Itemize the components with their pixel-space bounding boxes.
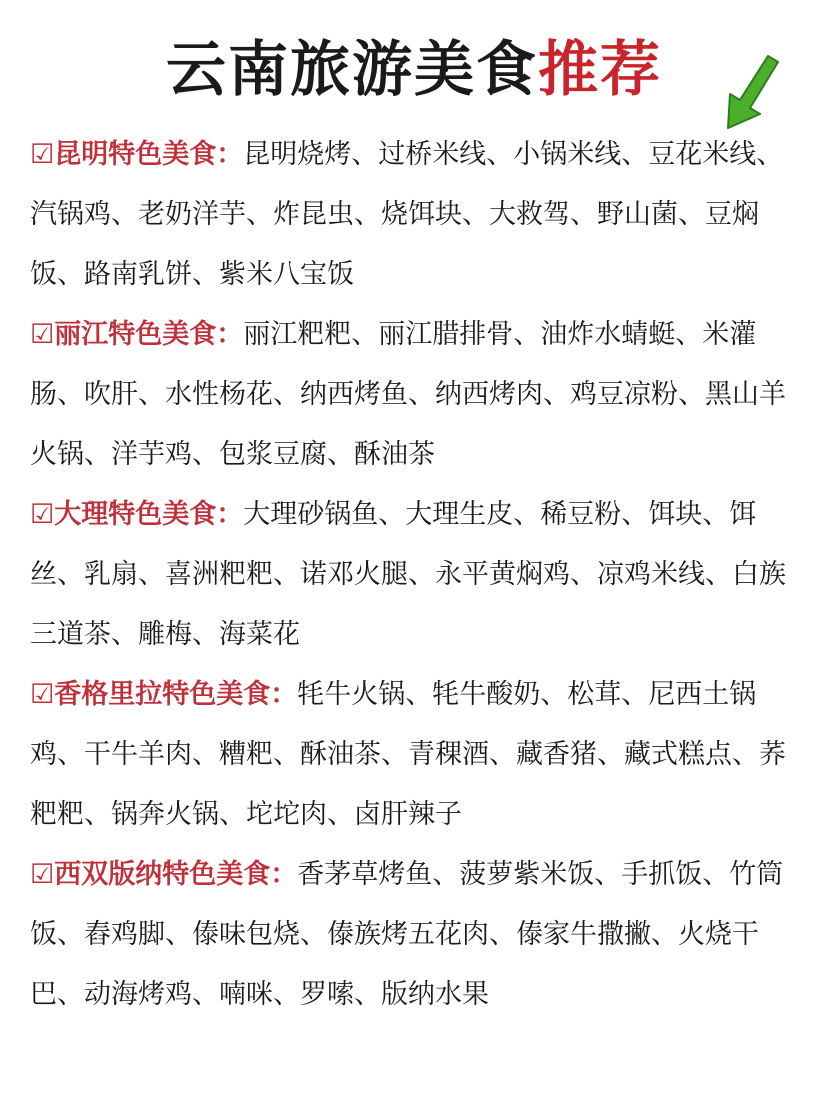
section-foods: 大理砂锅鱼、大理生皮、稀豆粉、饵块、饵丝、乳扇、喜洲粑粑、诺邓火腿、永平黄焖鸡、凉鸡米线、白族三道茶、雕梅、海菜花 xyxy=(30,499,786,650)
page-title-main: 云南旅游美食 xyxy=(166,35,538,105)
section-foods: 丽江粑粑、丽江腊排骨、油炸水蜻蜓、米灌肠、吹肝、水性杨花、纳西烤鱼、纳西烤肉、鸡豆凉粉、黑山羊火锅、洋芋鸡、包浆豆腐、酥油茶 xyxy=(30,319,786,470)
section-label: 香格里拉特色美食： xyxy=(54,679,298,710)
section-lijiang xyxy=(30,305,802,485)
section-label: 西双版纳特色美食： xyxy=(54,859,298,890)
food-list xyxy=(30,125,802,1025)
section-foods: 香茅草烤鱼、菠萝紫米饭、手抓饭、竹筒饭、舂鸡脚、傣味包烧、傣族烤五花肉、傣家牛撒撇、火烧干巴、动海烤鸡、喃咪、罗嗦、版纳水果 xyxy=(30,859,784,1010)
page-title xyxy=(0,30,828,110)
section-label: 昆明特色美食： xyxy=(54,139,244,170)
section-foods: 昆明烧烤、过桥米线、小锅米线、豆花米线、汽锅鸡、老奶洋芋、炸昆虫、烧饵块、大救驾、野山菌、豆焖饭、路南乳饼、紫米八宝饭 xyxy=(30,139,784,290)
section-xishuangbanna xyxy=(30,845,802,1025)
arrow-down-left-icon xyxy=(722,52,780,132)
checkbox-icon: ☑ xyxy=(30,319,55,350)
checkbox-icon: ☑ xyxy=(30,859,55,890)
section-label: 大理特色美食： xyxy=(54,499,244,530)
section-shangri-la xyxy=(30,665,802,845)
section-dali xyxy=(30,485,802,665)
checkbox-icon: ☑ xyxy=(30,499,55,530)
page-title-accent: 推荐 xyxy=(538,35,662,105)
checkbox-icon: ☑ xyxy=(30,139,55,170)
section-foods: 牦牛火锅、牦牛酸奶、松茸、尼西土锅鸡、干牛羊肉、糟粑、酥油茶、青稞酒、藏香猪、藏式糕点、荞粑粑、锅奔火锅、坨坨肉、卤肝辣子 xyxy=(30,679,786,830)
section-kunming xyxy=(30,125,802,305)
section-label: 丽江特色美食： xyxy=(54,319,244,350)
checkbox-icon: ☑ xyxy=(30,679,55,710)
